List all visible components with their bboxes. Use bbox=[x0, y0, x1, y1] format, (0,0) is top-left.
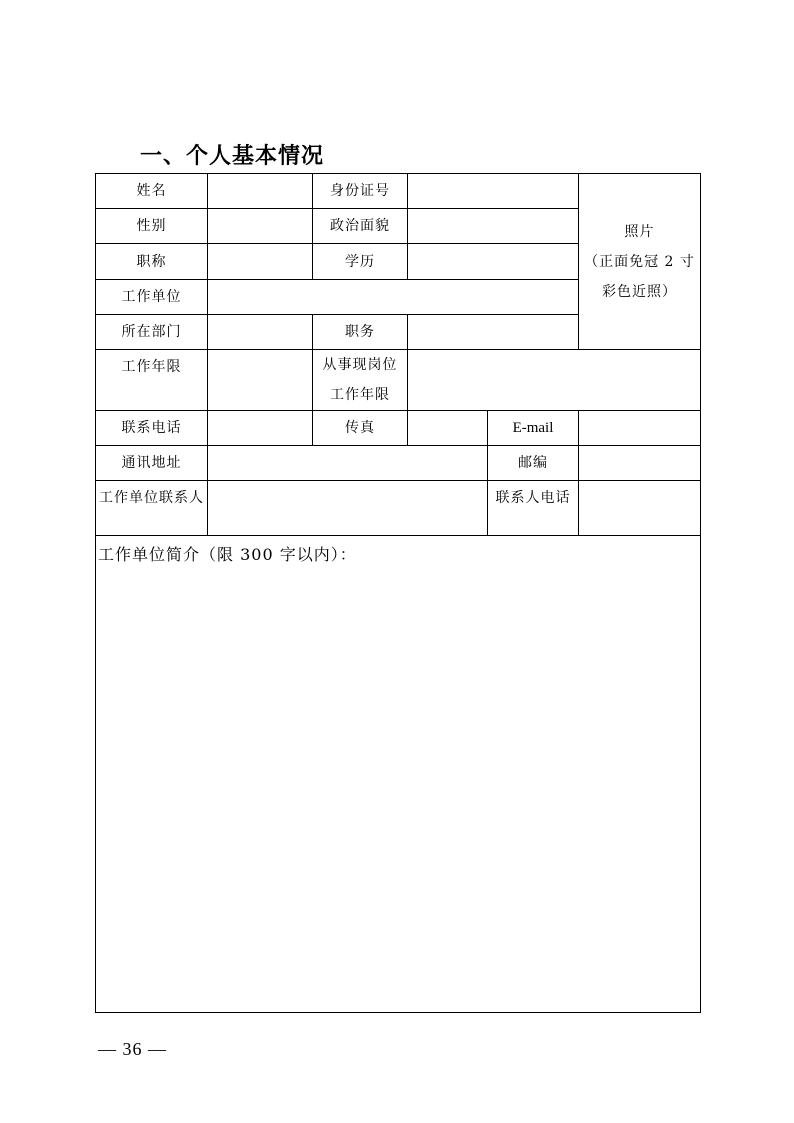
photo-note-line2: 彩色近照） bbox=[602, 283, 677, 300]
workplace-field[interactable] bbox=[208, 280, 579, 315]
photo-box[interactable] bbox=[579, 174, 701, 350]
phone-field[interactable] bbox=[208, 411, 313, 446]
work-years-field[interactable] bbox=[208, 350, 313, 411]
row-phone bbox=[96, 411, 701, 446]
row-workplace-intro bbox=[96, 536, 701, 1013]
name-field[interactable] bbox=[208, 174, 313, 209]
education-label: 学历 bbox=[313, 244, 408, 280]
workplace-contact-label: 工作单位联系人 bbox=[96, 481, 208, 536]
contact-phone-field[interactable] bbox=[579, 481, 701, 536]
current-post-years-label bbox=[313, 350, 408, 411]
title-field[interactable] bbox=[208, 244, 313, 280]
current-post-years-field[interactable] bbox=[408, 350, 701, 411]
row-work-years bbox=[96, 350, 701, 411]
workplace-label: 工作单位 bbox=[96, 280, 208, 315]
personal-info-form bbox=[95, 173, 701, 1013]
postcode-label: 邮编 bbox=[488, 446, 579, 481]
education-field[interactable] bbox=[408, 244, 579, 280]
position-field[interactable] bbox=[408, 315, 579, 350]
political-status-field[interactable] bbox=[408, 209, 579, 244]
fax-label: 传真 bbox=[313, 411, 408, 446]
gender-field[interactable] bbox=[208, 209, 313, 244]
email-field[interactable] bbox=[579, 411, 701, 446]
row-address bbox=[96, 446, 701, 481]
political-status-label: 政治面貌 bbox=[313, 209, 408, 244]
fax-field[interactable] bbox=[408, 411, 488, 446]
workplace-intro-label: 工作单位简介（限 300 字以内）： bbox=[98, 545, 357, 564]
name-label: 姓名 bbox=[96, 174, 208, 209]
contact-phone-label: 联系人电话 bbox=[488, 481, 579, 536]
address-field[interactable] bbox=[208, 446, 488, 481]
page-number: — 36 — bbox=[98, 1039, 167, 1059]
title-label: 职称 bbox=[96, 244, 208, 280]
gender-label: 性别 bbox=[96, 209, 208, 244]
id-number-label: 身份证号 bbox=[313, 174, 408, 209]
email-label: E-mail bbox=[488, 411, 579, 446]
position-label: 职务 bbox=[313, 315, 408, 350]
current-post-years-label-line1: 从事现岗位 bbox=[322, 357, 398, 373]
workplace-intro-field[interactable] bbox=[96, 536, 701, 1013]
row-contact bbox=[96, 481, 701, 536]
postcode-field[interactable] bbox=[579, 446, 701, 481]
photo-label: 照片 bbox=[624, 223, 655, 240]
id-number-field[interactable] bbox=[408, 174, 579, 209]
current-post-years-label-line2: 工作年限 bbox=[330, 387, 390, 403]
department-label: 所在部门 bbox=[96, 315, 208, 350]
photo-note-line1: （正面免冠 2 寸 bbox=[584, 253, 695, 270]
work-years-label: 工作年限 bbox=[96, 350, 208, 411]
row-name bbox=[96, 174, 701, 209]
phone-label: 联系电话 bbox=[96, 411, 208, 446]
department-field[interactable] bbox=[208, 315, 313, 350]
address-label: 通讯地址 bbox=[96, 446, 208, 481]
section-title: 一、个人基本情况 bbox=[140, 144, 325, 169]
workplace-contact-field[interactable] bbox=[208, 481, 488, 536]
